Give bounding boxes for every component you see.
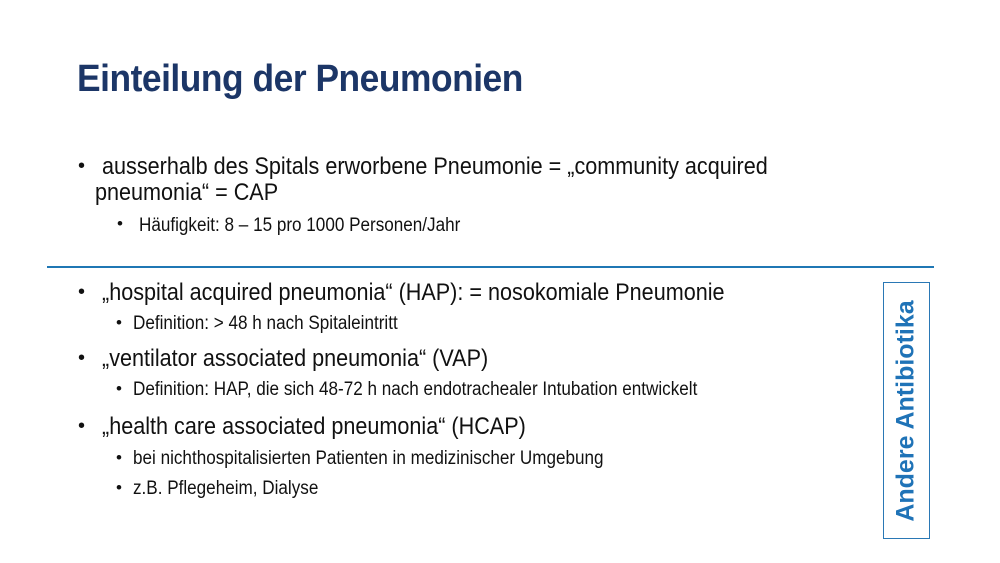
cap-line-2: pneumonia“ = CAP bbox=[95, 179, 279, 206]
slide-title: Einteilung der Pneumonien bbox=[77, 58, 523, 100]
hap-definition: Definition: > 48 h nach Spitaleintritt bbox=[133, 313, 398, 334]
section-divider bbox=[47, 266, 934, 268]
hcap-detail-2: z.B. Pflegeheim, Dialyse bbox=[133, 478, 319, 499]
cap-line-1: ausserhalb des Spitals erworbene Pneumonie = „community acquired bbox=[102, 153, 768, 180]
bullet-dot: • bbox=[78, 281, 86, 303]
sub-bullet-dot: • bbox=[116, 379, 122, 398]
side-label-text: Andere Antibiotika bbox=[891, 300, 920, 522]
sub-bullet-dot: • bbox=[116, 313, 122, 332]
vap-item: „ventilator associated pneumonia“ (VAP) bbox=[102, 345, 489, 372]
hcap-detail-1: bei nichthospitalisierten Patienten in medizinischer Umgebung bbox=[133, 448, 604, 469]
sub-bullet-dot: • bbox=[116, 478, 122, 497]
hcap-item: „health care associated pneumonia“ (HCAP) bbox=[102, 413, 526, 440]
bullet-dot: • bbox=[78, 155, 86, 177]
hap-item: „hospital acquired pneumonia“ (HAP): = nosokomiale Pneumonie bbox=[102, 279, 725, 306]
sub-bullet-dot: • bbox=[116, 448, 122, 467]
bullet-dot: • bbox=[78, 415, 86, 437]
cap-frequency: Häufigkeit: 8 – 15 pro 1000 Personen/Jahr bbox=[139, 215, 461, 236]
bullet-dot: • bbox=[78, 347, 86, 369]
sub-bullet-dot: • bbox=[117, 214, 123, 233]
vap-definition: Definition: HAP, die sich 48-72 h nach endotrachealer Intubation entwickelt bbox=[133, 379, 698, 400]
